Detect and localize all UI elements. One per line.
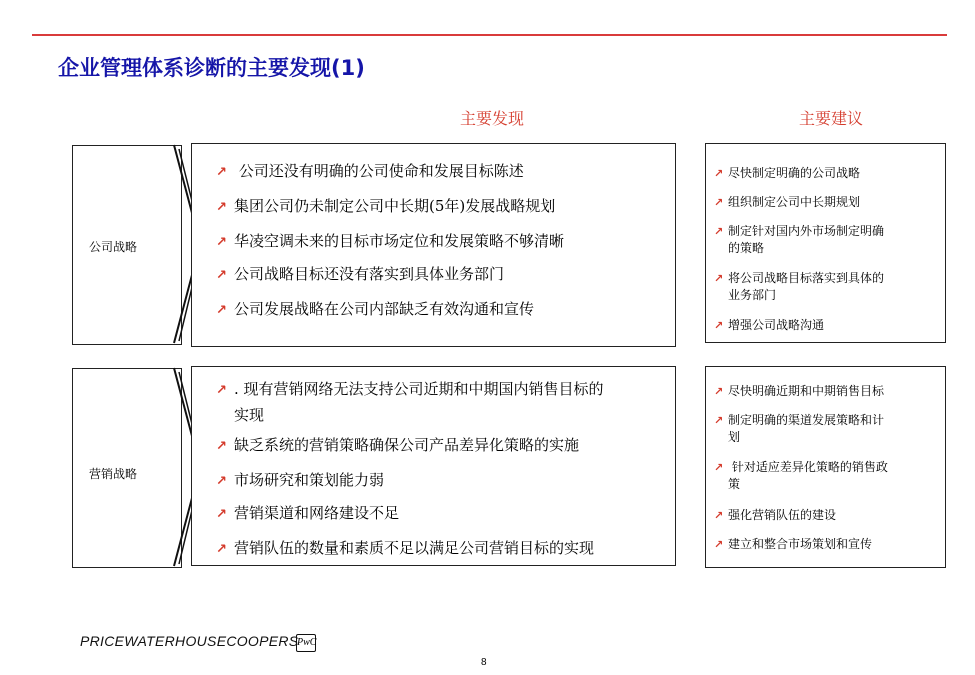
section-label-marketing: 营销战略 xyxy=(89,467,138,481)
findings-column-header: 主要发现 xyxy=(460,109,525,128)
arrow-bullet-icon: ↗ xyxy=(216,200,227,215)
recommendation-text: 制定明确的渠道发展策略和计 xyxy=(728,413,885,427)
finding-item xyxy=(216,468,384,494)
recommendation-text: 制定针对国内外市场制定明确 xyxy=(728,224,885,238)
recommendation-text: 建立和整合市场策划和宣传 xyxy=(728,537,873,551)
recommendation-text: 强化营销队伍的建设 xyxy=(728,508,837,522)
finding-text: 公司战略目标还没有落实到具体业务部门 xyxy=(234,265,505,283)
arrow-bullet-icon: ↗ xyxy=(714,167,724,180)
recommendations-column-header: 主要建议 xyxy=(799,109,864,128)
recommendation-item xyxy=(714,165,860,182)
finding-item xyxy=(216,536,594,562)
finding-text: . 现有营销网络无法支持公司近期和中期国内销售目标的 xyxy=(234,380,604,398)
arrow-bullet-icon: ↗ xyxy=(216,542,227,557)
arrow-bullet-icon: ↗ xyxy=(216,383,227,398)
top-rule xyxy=(32,34,947,36)
finding-item xyxy=(216,229,564,255)
arrow-bullet-icon: ↗ xyxy=(216,268,227,283)
arrow-bullet-icon: ↗ xyxy=(714,461,724,474)
recommendation-item xyxy=(714,383,884,400)
section-label-strategy: 公司战略 xyxy=(89,240,138,254)
section-label-box-marketing xyxy=(72,368,182,568)
recommendations-box-marketing xyxy=(705,366,946,568)
arrow-bullet-icon: ↗ xyxy=(216,303,227,318)
company-logo: PRICEWATERHOUSECOOPERS xyxy=(80,633,299,649)
finding-text: 集团公司仍未制定公司中长期(5年)发展战略规划 xyxy=(234,197,556,215)
recommendation-item xyxy=(714,223,884,257)
recommendation-item xyxy=(714,317,824,334)
arrow-bullet-icon: ↗ xyxy=(216,474,227,489)
finding-text: 营销渠道和网络建设不足 xyxy=(234,504,400,522)
finding-item xyxy=(216,262,504,288)
recommendation-text: 尽快明确近期和中期销售目标 xyxy=(728,384,885,398)
arrow-bullet-icon: ↗ xyxy=(714,385,724,398)
arrow-bullet-icon: ↗ xyxy=(714,272,724,285)
recommendation-item xyxy=(714,536,872,553)
recommendation-text-cont: 业务部门 xyxy=(728,288,777,302)
recommendations-box-strategy xyxy=(705,143,946,343)
finding-item xyxy=(216,159,524,185)
finding-text: 缺乏系统的营销策略确保公司产品差异化策略的实施 xyxy=(234,436,580,454)
finding-item xyxy=(216,297,534,323)
arrow-bullet-icon: ↗ xyxy=(216,235,227,250)
finding-text: 市场研究和策划能力弱 xyxy=(234,471,385,489)
recommendation-item xyxy=(714,194,860,211)
recommendation-item xyxy=(714,412,884,446)
arrow-bullet-icon: ↗ xyxy=(714,509,724,522)
findings-box-strategy xyxy=(191,143,676,347)
recommendation-text: 增强公司战略沟通 xyxy=(728,318,825,332)
page-number: 8 xyxy=(481,657,487,668)
recommendation-text: 尽快制定明确的公司战略 xyxy=(728,166,861,180)
section-label-box-strategy xyxy=(72,145,182,345)
finding-text-cont: 实现 xyxy=(234,406,265,424)
recommendation-item xyxy=(714,507,836,524)
arrow-bullet-icon: ↗ xyxy=(216,507,227,522)
recommendation-text-cont: 的策略 xyxy=(728,241,765,255)
finding-text: 华凌空调未来的目标市场定位和发展策略不够清晰 xyxy=(234,232,565,250)
arrow-bullet-icon: ↗ xyxy=(714,538,724,551)
logo-mark-icon: PwC xyxy=(296,634,316,652)
arrow-bullet-icon: ↗ xyxy=(714,319,724,332)
finding-item xyxy=(216,433,579,459)
finding-text: 营销队伍的数量和素质不足以满足公司营销目标的实现 xyxy=(234,539,595,557)
page-title: 企业管理体系诊断的主要发现(1) xyxy=(58,56,365,80)
arrow-bullet-icon: ↗ xyxy=(216,439,227,454)
arrow-bullet-icon: ↗ xyxy=(714,225,724,238)
recommendation-text: 将公司战略目标落实到具体的 xyxy=(728,271,885,285)
recommendation-text: 针对适应差异化策略的销售政 xyxy=(731,460,888,474)
arrow-bullet-icon: ↗ xyxy=(216,165,227,180)
recommendation-text-cont: 划 xyxy=(728,430,741,444)
findings-box-marketing xyxy=(191,366,676,566)
finding-item xyxy=(216,501,399,527)
finding-item xyxy=(216,377,604,427)
recommendation-item xyxy=(714,270,884,304)
recommendation-item xyxy=(714,459,888,493)
finding-item xyxy=(216,194,555,220)
finding-text: 公司发展战略在公司内部缺乏有效沟通和宣传 xyxy=(234,300,535,318)
recommendation-text: 组织制定公司中长期规划 xyxy=(728,195,861,209)
arrow-bullet-icon: ↗ xyxy=(714,414,724,427)
finding-text: 公司还没有明确的公司使命和发展目标陈述 xyxy=(238,162,524,180)
recommendation-text-cont: 策 xyxy=(728,477,741,491)
arrow-bullet-icon: ↗ xyxy=(714,196,724,209)
